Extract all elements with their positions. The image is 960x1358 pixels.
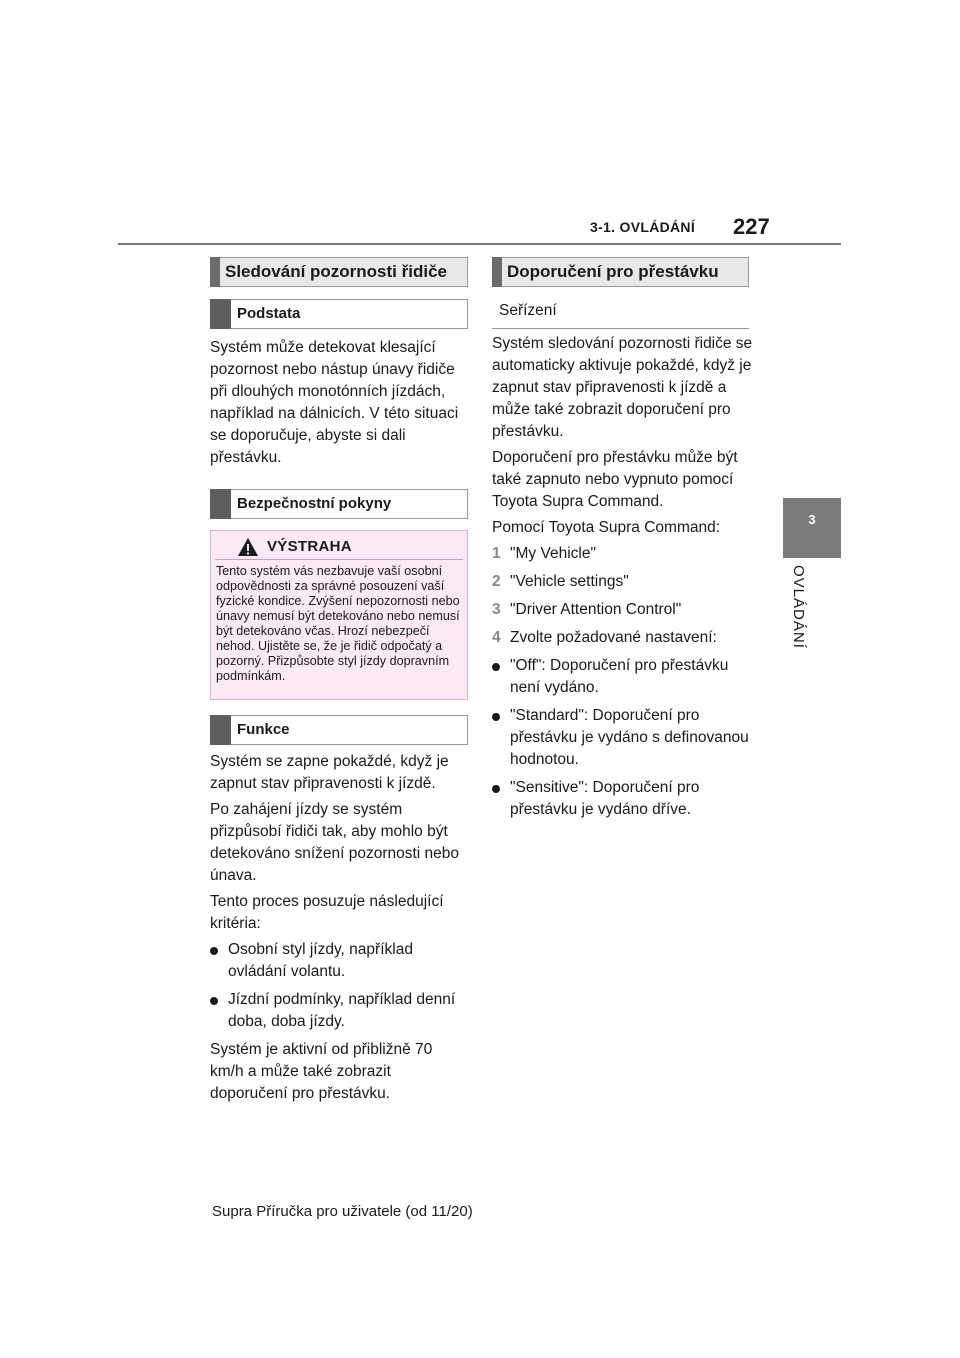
subheading-bar: [210, 715, 231, 745]
paragraph: Systém je aktivní od přibližně 70 km/h a může také zobrazit doporučení pro přestávku.: [210, 1041, 433, 1102]
paragraph: Systém sledování pozornosti řidiče se automaticky aktivuje pokaždé, když je zapnut stav připravenosti k jízdě a může také zobrazit doporučení pro přestávku.: [492, 335, 753, 440]
list-item: "Off": Doporučení pro přestávku není vydáno.: [492, 655, 754, 699]
break-text: [492, 333, 754, 827]
paragraph: Pomocí Toyota Supra Command:: [492, 519, 721, 536]
bullet-icon: [492, 713, 500, 721]
heading-bar: [492, 257, 502, 287]
paragraph: Tento proces posuzuje následující kritéria:: [210, 893, 444, 932]
warning-text: Tento systém vás nezbavuje vaší osobní odpovědnosti za správné posouzení vaší fyzické kondice. Zvýšení nepozornosti nebo únavy nemusí být detekováno nebo nemusí být detekováno včas. Hrozí nebezpečí nehod. Ujistěte se, že je řidič odpočatý a pozorný. Přizpůsobte styl jízdy dopravním podmínkám.: [216, 564, 460, 683]
chapter-tab: 3: [783, 498, 841, 558]
section-heading-driver-attention: [210, 257, 468, 287]
intro-paragraph: [210, 337, 468, 473]
settings-subheading: [492, 300, 749, 329]
warning-box: [210, 530, 468, 700]
step-number: 3: [492, 601, 501, 618]
paragraph: Po zahájení jízdy se systém přizpůsobí řidiči tak, aby mohlo být detekováno snížení pozornosti nebo únava.: [210, 801, 460, 884]
warning-divider: [215, 559, 463, 560]
subheading-podstata: [210, 299, 468, 329]
list-item: Osobní styl jízdy, například ovládání volantu.: [210, 939, 468, 983]
bullet-icon: [492, 785, 500, 793]
heading-bar: [210, 257, 220, 287]
step-number: 1: [492, 545, 501, 562]
step-item: 1 "My Vehicle": [492, 543, 754, 565]
paragraph: Doporučení pro přestávku může být také zapnuto nebo vypnuto pomocí Toyota Supra Command.: [492, 449, 738, 510]
bullet-icon: [210, 997, 218, 1005]
section-heading-break: [492, 257, 749, 287]
chapter-title: 3-1. OVLÁDÁNÍ: [590, 219, 696, 235]
step-item: 3 "Driver Attention Control": [492, 599, 754, 621]
subheading-text: Funkce: [237, 721, 290, 738]
settings-label: Seřízení: [499, 302, 557, 319]
bullet-icon: [492, 663, 500, 671]
subheading-bar: [210, 299, 231, 329]
section-heading-text: Doporučení pro přestávku: [507, 262, 719, 281]
subheading-funkce: [210, 715, 468, 745]
warning-title: VÝSTRAHA: [267, 538, 352, 555]
step-number: 4: [492, 629, 501, 646]
list-item: "Sensitive": Doporučení pro přestávku je vydáno dříve.: [492, 777, 754, 821]
list-item: "Standard": Doporučení pro přestávku je vydáno s definovanou hodnotou.: [492, 705, 754, 771]
subheading-text: Bezpečnostní pokyny: [237, 495, 392, 512]
chapter-side-label: OVLÁDÁNÍ: [790, 565, 807, 649]
section-heading-text: Sledování pozornosti řidiče: [225, 262, 447, 281]
header-rule: [118, 243, 841, 245]
subheading-bar: [210, 489, 231, 519]
step-item: 4 Zvolte požadované nastavení:: [492, 627, 754, 649]
footer-text: Supra Příručka pro uživatele (od 11/20): [212, 1203, 473, 1220]
list-item: Jízdní podmínky, například denní doba, doba jízdy.: [210, 989, 468, 1033]
subheading-safety: [210, 489, 468, 519]
paragraph: Systém může detekovat klesající pozornost nebo nástup únavy řidiče při dlouhých monotónních jízdách, například na dálnicích. V této situaci se doporučuje, abyste si dali přestávku.: [210, 339, 459, 466]
bullet-icon: [210, 947, 218, 955]
function-text: [210, 751, 468, 1109]
step-item: 2 "Vehicle settings": [492, 571, 754, 593]
subheading-text: Podstata: [237, 305, 301, 322]
paragraph: Systém se zapne pokaždé, když je zapnut stav připravenosti k jízdě.: [210, 753, 449, 792]
page-number: 227: [733, 214, 770, 239]
step-number: 2: [492, 573, 501, 590]
